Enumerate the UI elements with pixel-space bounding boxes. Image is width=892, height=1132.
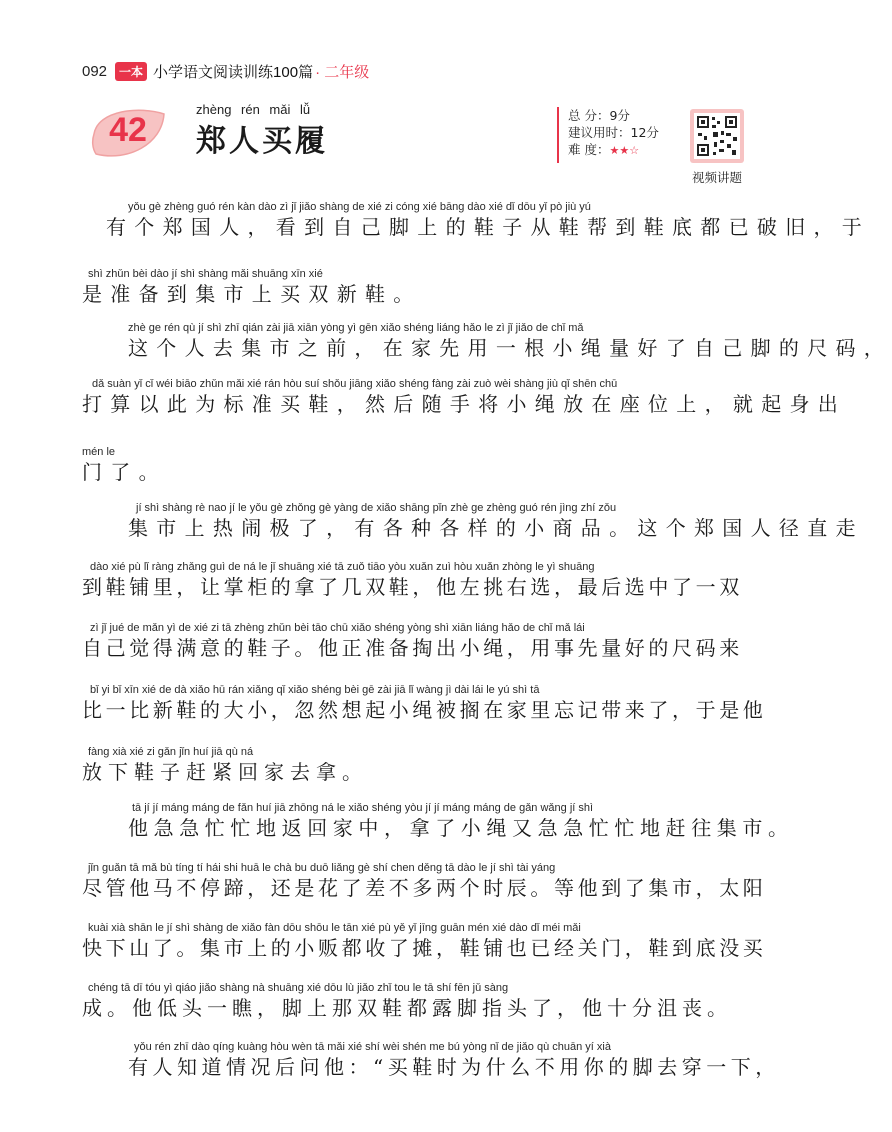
difficulty-label: 难 度： — [568, 142, 610, 157]
score-info-box — [557, 107, 689, 163]
pinyin-line: chéng tā dī tóu yì qiáo jiǎo shàng nà shuāng xié dōu lù jiǎo zhǐ tou le tā shí fēn jǔ sàng — [88, 982, 509, 994]
suggested-time: 建议用时：12分 — [568, 125, 659, 140]
lesson-title: 郑人买履 — [196, 124, 328, 159]
difficulty-stars: ★★☆ — [609, 144, 640, 157]
hanzi-line: 有个郑国人，看到自己脚上的鞋子从鞋帮到鞋底都已破旧，于 — [106, 215, 871, 239]
hanzi-line: 他急急忙忙地返回家中，拿了小绳又急急忙忙地赶往集市。 — [128, 816, 794, 840]
pinyin-line: yǒu gè zhèng guó rén kàn dào zì jǐ jiǎo shàng de xié zi cóng xié bāng dào xié dǐ dōu yǐ pò jiù yú — [128, 201, 591, 213]
video-explanation-label: 视频讲题 — [691, 170, 742, 185]
pinyin-line: zhè ge rén qù jí shì zhī qián zài jiā xiān yòng yì gēn xiǎo shéng liáng hǎo le zì jǐ jiǎo de chǐ mǎ — [128, 322, 584, 334]
pinyin-line: fàng xià xié zi gǎn jǐn huí jiā qù ná — [88, 746, 254, 758]
pinyin-line: dào xié pù lǐ ràng zhǎng guì de ná le jǐ shuāng xié tā zuǒ tiāo yòu xuǎn zuì hòu xuǎn zhòng le yì shuāng — [90, 561, 595, 573]
pinyin-line: kuài xià shān le jí shì shàng de xiǎo fàn dōu shōu le tān xié pù yě yǐ jīng guān mén xié dào dǐ méi mǎi — [88, 922, 581, 934]
hanzi-line: 成。他低头一瞧，脚上那双鞋都露脚指头了，他十分沮丧。 — [82, 996, 732, 1020]
pinyin-line: mén le — [82, 446, 116, 458]
hanzi-line: 比一比新鞋的大小，忽然想起小绳被搁在家里忘记带来了，于是他 — [82, 698, 767, 722]
hanzi-line: 是准备到集市上买双新鞋。 — [82, 282, 422, 306]
hanzi-line: 尽管他马不停蹄，还是花了差不多两个时辰。等他到了集市，太阳 — [82, 876, 767, 900]
hanzi-line: 有人知道情况后问他：“买鞋时为什么不用你的脚去穿一下， — [128, 1055, 780, 1079]
hanzi-line: 这个人去集市之前，在家先用一根小绳量好了自己脚的尺码， — [128, 336, 892, 360]
hanzi-line: 放下鞋子赶紧回家去拿。 — [82, 760, 368, 784]
title-pinyin: zhèng rén mǎi lǚ — [196, 102, 311, 117]
total-score: 总 分：9分 — [568, 108, 630, 123]
grade-label: · 二年级 — [315, 63, 370, 81]
hanzi-line: 集市上热闹极了，有各种各样的小商品。这个郑国人径直走 — [128, 516, 864, 540]
brand-logo: 一本 — [115, 62, 147, 81]
lesson-number: 42 — [109, 111, 147, 149]
hanzi-line: 打算以此为标准买鞋，然后随手将小绳放在座位上，就起身出 — [82, 392, 847, 416]
difficulty-row — [559, 141, 689, 158]
qr-code-icon[interactable] — [690, 109, 744, 163]
pinyin-line: dǎ suàn yǐ cǐ wéi biāo zhǔn mǎi xié rán hòu suí shǒu jiāng xiǎo shéng fàng zài zuò wèi shàng jiù qǐ shēn chū — [92, 378, 618, 390]
pinyin-line: zì jǐ jué de mǎn yì de xié zi tā zhèng zhǔn bèi tāo chū xiǎo shéng yòng shì xiān liáng hǎo de chǐ mǎ lái — [90, 622, 585, 634]
lesson-number-badge — [88, 104, 168, 162]
pinyin-line: jí shì shàng rè nao jí le yǒu gè zhǒng gè yàng de xiǎo shāng pǐn zhè ge zhèng guó rén jìng zhí zǒu — [136, 502, 617, 514]
pinyin-line: tā jí jí máng máng de fǎn huí jiā zhōng ná le xiǎo shéng yòu jí jí máng máng de gǎn wǎng jí shì — [132, 802, 594, 814]
hanzi-line: 到鞋铺里，让掌柜的拿了几双鞋，他左挑右选，最后选中了一双 — [82, 575, 743, 599]
hanzi-line: 门了。 — [82, 460, 167, 484]
pinyin-line: bǐ yi bǐ xīn xié de dà xiǎo hū rán xiǎng qǐ xiǎo shéng bèi gē zài jiā lǐ wàng jì dài lái le yú shì tā — [90, 684, 540, 696]
pinyin-line: shì zhǔn bèi dào jí shì shàng mǎi shuāng xīn xié — [88, 268, 323, 280]
page-number: 092 — [82, 62, 108, 80]
series-title: 小学语文阅读训练100篇 — [153, 63, 314, 81]
pinyin-line: yǒu rén zhī dào qíng kuàng hòu wèn tā mǎi xié shí wèi shén me bú yòng nǐ de jiǎo qù chuān yí xià — [134, 1041, 611, 1053]
pinyin-line: jǐn guǎn tā mǎ bù tíng tí hái shi huā le chà bu duō liǎng gè shí chen děng tā dào le jí shì tài yáng — [88, 862, 556, 874]
page-header — [82, 58, 369, 84]
hanzi-line: 快下山了。集市上的小贩都收了摊，鞋铺也已经关门，鞋到底没买 — [82, 936, 767, 960]
hanzi-line: 自己觉得满意的鞋子。他正准备掏出小绳，用事先量好的尺码来 — [82, 636, 743, 660]
